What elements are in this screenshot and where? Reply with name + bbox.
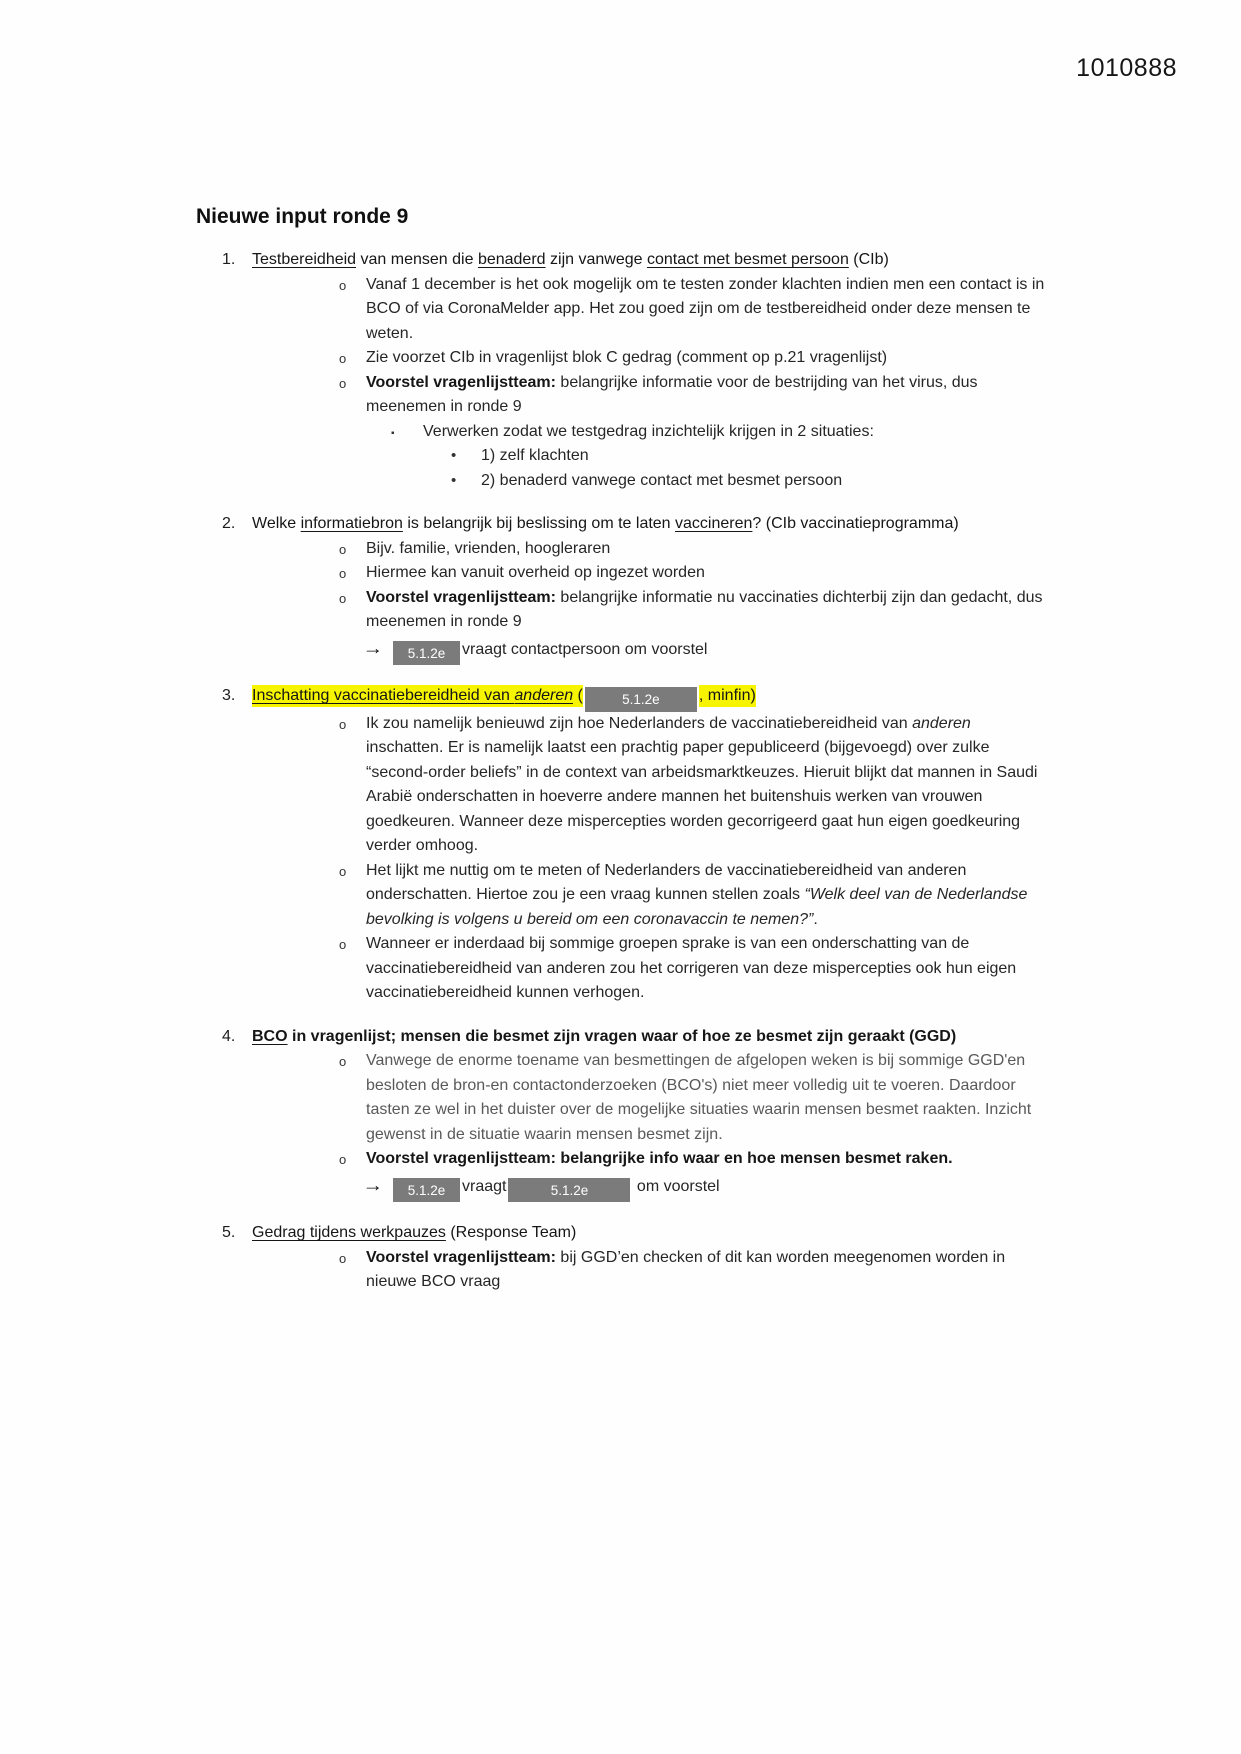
bullet-arrow: [252, 636, 1048, 666]
redaction-box: 5.1.2e: [393, 641, 460, 666]
text-segment: om voorstel: [632, 1177, 720, 1195]
bullet-text: [481, 472, 842, 489]
bullet-text: [366, 589, 1042, 631]
text-segment: vraagt contactpersoon om voorstel: [462, 640, 708, 658]
circle-bullet-icon: o: [339, 937, 347, 952]
text-segment: Voorstel vragenlijstteam:: [366, 1150, 556, 1167]
text-segment: vaccineren: [675, 515, 753, 532]
text-segment: (CIb): [848, 251, 889, 268]
bullet-circle: [252, 712, 1048, 859]
text-segment: Hiermee kan vanuit overheid op ingezet worden: [366, 564, 705, 581]
arrow-icon: →: [362, 637, 384, 658]
text-segment: Inschatting vaccinatiebereidheid van: [252, 685, 514, 707]
text-segment: van mensen die: [356, 251, 478, 268]
text-segment: , minfin): [699, 685, 756, 707]
arrow-icon: →: [362, 1174, 384, 1195]
item-number: 1.: [222, 251, 236, 268]
bullet-text: [366, 1150, 953, 1167]
circle-bullet-icon: o: [339, 1250, 347, 1266]
text-segment: bij GGD’en checken of dit kan worden meegenomen worden in nieuwe BCO vraag: [366, 1248, 1006, 1290]
text-segment: Testbereidheid: [252, 251, 357, 268]
item-heading: [252, 248, 1048, 273]
bullet-text: [391, 1177, 720, 1198]
circle-bullet-icon: o: [339, 716, 347, 732]
text-segment: Zie voorzet CIb in vragenlijst blok C gedrag (comment op p.21 vragenlijst): [366, 349, 888, 366]
item-number: 3.: [222, 687, 236, 704]
bullet-text: [366, 564, 705, 581]
square-bullet-icon: ▪: [391, 427, 395, 439]
list-item: [196, 248, 1048, 493]
text-segment: Voorstel vragenlijstteam:: [366, 1248, 556, 1266]
circle-bullet-icon: o: [339, 863, 347, 879]
item-heading: [252, 1221, 1048, 1246]
text-segment: anderen: [514, 685, 573, 707]
text-segment: BCO: [252, 1027, 288, 1045]
bullet-text: [366, 374, 978, 416]
item-number: 4.: [222, 1027, 236, 1045]
document-number: 1010888: [1076, 54, 1177, 82]
redaction-box: 5.1.2e: [393, 1178, 460, 1203]
disc-bullet-icon: •: [451, 447, 457, 464]
redaction-box: 5.1.2e: [585, 687, 697, 712]
bullet-text: [366, 715, 1037, 855]
bullet-text: [481, 447, 589, 464]
circle-bullet-icon: o: [339, 566, 347, 581]
circle-bullet-icon: o: [339, 590, 347, 606]
bullet-disc: [252, 444, 1048, 469]
text-segment: is belangrijk bij beslissing om te laten: [402, 515, 676, 532]
circle-bullet-icon: o: [339, 277, 347, 293]
text-segment: “Welk deel van de Nederlandse bevolking is volgens u bereid om een coronavaccin te nemen?”: [366, 886, 1028, 928]
text-segment: informatiebron: [300, 515, 403, 532]
text-segment: belangrijke informatie nu vaccinaties dichterbij zijn dan gedacht, dus meenemen in ronde 9: [366, 588, 1043, 630]
text-segment: benaderd: [477, 251, 546, 268]
bullet-arrow: [252, 1173, 1048, 1203]
text-segment: contact met besmet persoon: [646, 251, 849, 268]
text-segment: Ik zou namelijk benieuwd zijn hoe Nederlanders de vaccinatiebereidheid van: [366, 714, 913, 732]
bullet-text: [366, 935, 1016, 1001]
list-item: [196, 1025, 1048, 1203]
text-segment: ? (CIb vaccinatieprogramma): [752, 515, 959, 532]
item-number: 5.: [222, 1224, 236, 1241]
bullet-circle: [252, 346, 1048, 371]
item-heading: [252, 1025, 1048, 1050]
text-segment: 1) zelf klachten: [481, 447, 589, 464]
circle-bullet-icon: o: [339, 541, 347, 557]
text-segment: Vanwege de enorme toename van besmettingen de afgelopen weken is bij sommige GGD'en besloten de bron-en contactonderzoeken (BCO's) niet meer volledig uit te voeren. Daardoor tasten ze wel in het duister over de mogelijke situaties waarin mensen besmet raakten. Inzicht gewenst in de situatie waarin mensen besmet zijn.: [366, 1052, 1032, 1143]
bullet-circle: [252, 859, 1048, 933]
text-segment: 2) benaderd vanwege contact met besmet persoon: [481, 471, 843, 489]
bullet-circle: [252, 586, 1048, 635]
bullet-text: [366, 862, 1027, 928]
text-segment: belangrijke informatie voor de bestrijding van het virus, dus meenemen in ronde 9: [366, 373, 978, 415]
bullet-text: [423, 423, 874, 440]
bullet-circle: [252, 273, 1048, 347]
document-content: [196, 204, 1048, 1314]
text-segment: Gedrag tijdens werkpauzes: [252, 1224, 446, 1241]
text-segment: vraagt: [462, 1177, 507, 1195]
bullet-circle: [252, 537, 1048, 562]
bullet-disc: [252, 469, 1048, 494]
text-segment: inschatten. Er is namelijk laatst een prachtig paper gepubliceerd (bijgevoegd) over zulke “second-order beliefs” in de context van arbeidsmarktkeuzes. Hieruit blijkt dat mannen in Saudi Arabië onderschatten in hoeverre andere mannen het buitenshuis werken van vrouwen goedkeuren. Wanneer deze mispercepties worden gecorrigeerd gaat hun eigen goedkeuring verder omhoog.: [366, 739, 1038, 854]
list-item: [196, 1221, 1048, 1295]
text-segment: (Response Team): [445, 1224, 577, 1241]
page-title: Nieuwe input ronde 9: [196, 205, 409, 228]
bullet-text: [366, 1249, 1005, 1291]
bullet-text: [366, 276, 1044, 342]
text-segment: belangrijke info waar en hoe mensen besmet raken.: [555, 1150, 953, 1167]
item-number: 2.: [222, 515, 236, 532]
redaction-box: 5.1.2e: [508, 1178, 630, 1203]
item-heading: [252, 512, 1048, 537]
list-item: [196, 512, 1048, 665]
bullet-text: [366, 540, 610, 557]
text-segment: Wanneer er inderdaad bij sommige groepen sprake is van een onderschatting van de vaccinatiebereidheid van anderen zou het corrigeren van deze mispercepties ook hun eigen vaccinatiebereidheid kunnen verhogen.: [366, 935, 1017, 1001]
text-segment: Voorstel vragenlijstteam:: [366, 588, 556, 606]
items-list: [196, 248, 1048, 1295]
text-segment: Het lijkt me nuttig om te meten of Nederlanders de vaccinatiebereidheid van anderen onderschatten. Hiertoe zou je een vraag kunnen stellen zoals: [366, 861, 967, 903]
text-segment: (: [573, 685, 583, 707]
circle-bullet-icon: o: [339, 375, 347, 391]
text-segment: .: [813, 910, 818, 928]
bullet-circle: [252, 932, 1048, 1006]
bullet-circle: [252, 1147, 1048, 1172]
text-segment: Voorstel vragenlijstteam:: [366, 373, 556, 391]
bullet-circle: [252, 1246, 1048, 1295]
text-segment: anderen: [912, 714, 971, 732]
bullet-text: [366, 349, 887, 366]
circle-bullet-icon: o: [339, 351, 347, 366]
bullet-circle: [252, 371, 1048, 420]
text-segment: Vanaf 1 december is het ook mogelijk om te testen zonder klachten indien men een contact is in BCO of via CoronaMelder app. Het zou goed zijn om de testbereidheid onder deze mensen te weten.: [366, 275, 1045, 342]
bullet-text: [391, 640, 708, 661]
text-segment: Verwerken zodat we testgedrag inzichtelijk krijgen in 2 situaties:: [423, 422, 874, 440]
item-heading: [252, 684, 1048, 712]
list-item: [196, 684, 1048, 1006]
text-segment: Bijv. familie, vrienden, hoogleraren: [366, 539, 611, 557]
disc-bullet-icon: •: [451, 471, 457, 489]
bullet-square: [252, 420, 1048, 445]
circle-bullet-icon: o: [339, 1054, 347, 1069]
text-segment: zijn vanwege: [545, 251, 647, 268]
bullet-text: [366, 1052, 1031, 1143]
bullet-circle: [252, 1049, 1048, 1147]
bullet-circle: [252, 561, 1048, 586]
text-segment: in vragenlijst; mensen die besmet zijn vragen waar of hoe ze besmet zijn geraakt (GGD): [287, 1027, 957, 1045]
circle-bullet-icon: o: [339, 1152, 347, 1167]
text-segment: Welke: [252, 515, 301, 532]
